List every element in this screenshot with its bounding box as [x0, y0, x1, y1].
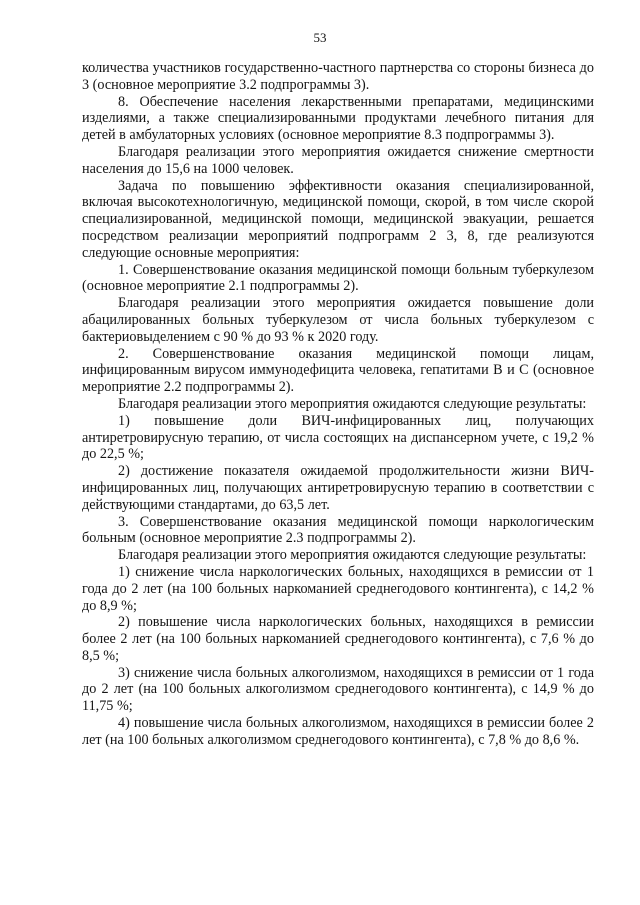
- paragraph: 2) достижение показателя ожидаемой продолжительности жизни ВИЧ-инфицированных лиц, получающих антиретровирусную терапию в соответствии с действующими стандартами, до 63,5 лет.: [82, 463, 594, 513]
- paragraph: 2) повышение числа наркологических больных, находящихся в ремиссии более 2 лет (на 100 больных наркоманией среднегодового контингента), с 7,6 % до 8,5 %;: [82, 614, 594, 664]
- paragraph: Благодаря реализации этого мероприятия ожидается снижение смертности населения до 15,6 на 1000 человек.: [82, 143, 594, 177]
- paragraph: Благодаря реализации этого мероприятия ожидается повышение доли абацилированных больных туберкулезом от числа больных туберкулезом с бактериовыделением с 90 % до 93 % к 2020 году.: [82, 295, 594, 345]
- paragraph: 3. Совершенствование оказания медицинской помощи наркологическим больным (основное мероприятие 2.3 подпрограммы 2).: [82, 513, 594, 547]
- paragraph: 4) повышение числа больных алкоголизмом, находящихся в ремиссии более 2 лет (на 100 больных алкоголизмом среднегодового контингента), с 7,8 % до 8,6 %.: [82, 715, 594, 748]
- paragraph: количества участников государственно-частного партнерства со стороны бизнеса до 3 (основное мероприятие 3.2 подпрограммы 3).: [82, 60, 594, 93]
- paragraph: 1) снижение числа наркологических больных, находящихся в ремиссии от 1 года до 2 лет (на 100 больных наркоманией среднегодового контингента), с 14,2 % до 8,9 %;: [82, 563, 594, 614]
- paragraph: 8. Обеспечение населения лекарственными препаратами, медицинскими изделиями, а также специализированными продуктами лечебного питания для детей в амбулаторных условиях (основное мероприятие 8.3 подпрограммы 3).: [82, 93, 594, 144]
- paragraph: Благодаря реализации этого мероприятия ожидаются следующие результаты:: [118, 547, 587, 564]
- page-number: 53: [313, 30, 327, 45]
- paragraph: 1. Совершенствование оказания медицинской помощи больным туберкулезом (основное мероприятие 2.1 подпрограммы 2).: [82, 261, 594, 295]
- paragraph: 3) снижение числа больных алкоголизмом, находящихся в ремиссии от 1 года до 2 лет (на 100 больных алкоголизмом среднегодового контингента), с 14,9 % до 11,75 %;: [82, 664, 594, 715]
- body-text: [82, 60, 594, 749]
- paragraph: Благодаря реализации этого мероприятия ожидаются следующие результаты:: [118, 395, 587, 412]
- paragraph: Задача по повышению эффективности оказания специализированной, включая высокотехнологичную, медицинской помощи, скорой, в том числе скорой специализированной, медицинской помощи, медицинской эвакуации, решается посредством реализации мероприятий подпрограмм 2 3, 8, где реализуются следующие основные мероприятия:: [82, 177, 594, 261]
- paragraph: 2. Совершенствование оказания медицинской помощи лицам, инфицированным вирусом иммунодефицита человека, гепатитами B и C (основное мероприятие 2.2 подпрограммы 2).: [82, 345, 594, 396]
- paragraph: 1) повышение доли ВИЧ-инфицированных лиц, получающих антиретровирусную терапию, от числа состоящих на диспансерном учете, с 19,2 % до 22,5 %;: [82, 412, 594, 463]
